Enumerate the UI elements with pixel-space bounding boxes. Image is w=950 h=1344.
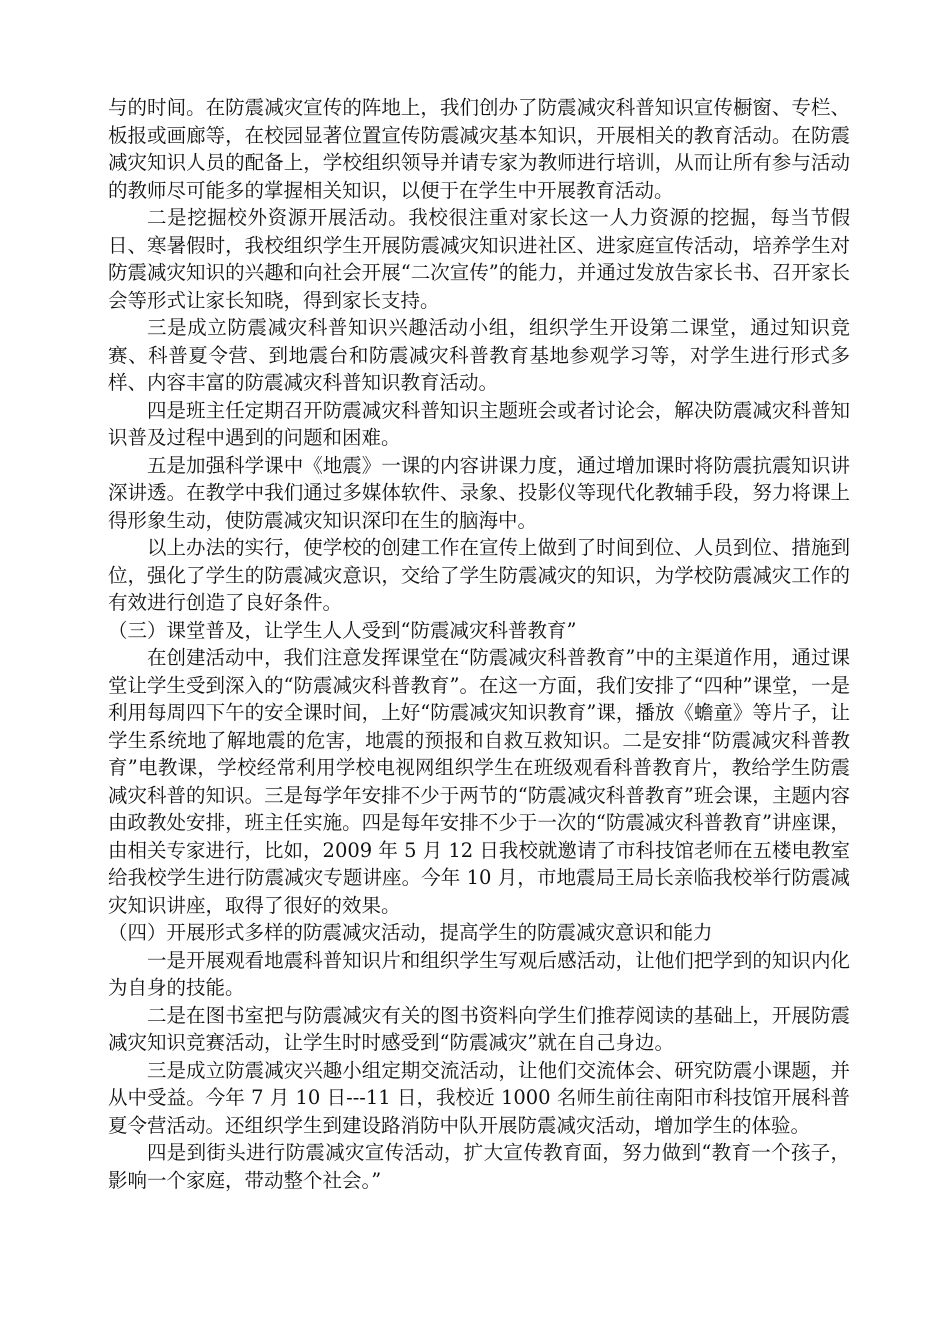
- paragraph-continuation: 与的时间。在防震减灾宣传的阵地上，我们创办了防震减灾科普知识宣传橱窗、专栏、板报或画廊等，在校园显著位置宣传防震减灾基本知识，开展相关的教育活动。在防震减灾知识人员的配备上，学校组织领导并请专家为教师进行培训，从而让所有参与活动的教师尽可能多的掌握相关知识，以便于在学生中开展教育活动。: [108, 96, 850, 202]
- paragraph-class-meeting: 四是班主任定期召开防震减灾科普知识主题班会或者讨论会，解决防震减灾科普知识普及过程中遇到的问题和困难。: [108, 398, 850, 449]
- section-heading-classroom: （三）课堂普及，让学生人人受到“防震减灾科普教育”: [108, 618, 577, 642]
- paragraph-science-class: 五是加强科学课中《地震》一课的内容讲课力度，通过增加课时将防震抗震知识讲深讲透。在教学中我们通过多媒体软件、录象、投影仪等现代化教辅手段，努力将课上得形象生动，使防震减灾知识深印在生的脑海中。: [108, 453, 850, 532]
- paragraph-outside-resources: 二是挖掘校外资源开展活动。我校很注重对家长这一人力资源的挖掘，每当节假日、寒暑假时，我校组织学生开展防震减灾知识进社区、进家庭宣传活动，培养学生对防震减灾知识的兴趣和向社会开展“二次宣传”的能力，并通过发放告家长书、召开家长会等形式让家长知晓，得到家长支持。: [108, 206, 850, 312]
- paragraph-interest-group: 三是成立防震减灾科普知识兴趣活动小组，组织学生开设第二课堂，通过知识竞赛、科普夏令营、到地震台和防震减灾科普教育基地参观学习等，对学生进行形式多样、内容丰富的防震减灾科普知识教育活动。: [108, 316, 850, 394]
- document-body: [108, 94, 850, 1194]
- paragraph-library: 二是在图书室把与防震减灾有关的图书资料向学生们推荐阅读的基础上，开展防震减灾知识竞赛活动，让学生时时感受到“防震减灾”就在自己身边。: [108, 1003, 850, 1054]
- paragraph-four-classes: 在创建活动中，我们注意发挥课堂在“防震减灾科普教育”中的主渠道作用，通过课堂让学生受到深入的“防震减灾科普教育”。在这一方面，我们安排了“四种”课堂，一是利用每周四下午的安全课时间，上好“防震减灾知识教育”课，播放《蟾童》等片子，让学生系统地了解地震的危害，地震的预报和自救互救知识。二是安排“防震减灾科普教育”电教课，学校经常利用学校电视网组织学生在班级观看科普教育片，教给学生防震减灾科普的知识。三是每学年安排不少于两节的“防震减灾科普教育”班会课，主题内容由政教处安排，班主任实施。四是每年安排不少于一次的“防震减灾科普教育”讲座课，由相关专家进行，比如，2009 年 5 月 12 日我校就邀请了市科技馆老师在五楼电教室给我校学生进行防震减灾专题讲座。今年 10 月，市地震局王局长亲临我校举行防震减灾知识讲座，取得了很好的效果。: [108, 646, 850, 917]
- paragraph-films: 一是开展观看地震科普知识片和组织学生写观后感活动，让他们把学到的知识内化为自身的技能。: [108, 948, 850, 999]
- paragraph-summary: 以上办法的实行，使学校的创建工作在宣传上做到了时间到位、人员到位、措施到位，强化了学生的防震减灾意识，交给了学生防震减灾的知识，为学校防震减灾工作的有效进行创造了良好条件。: [108, 536, 850, 614]
- paragraph-street-promotion: 四是到街头进行防震减灾宣传活动，扩大宣传教育面，努力做到“教育一个孩子，影响一个家庭，带动整个社会。”: [108, 1141, 850, 1192]
- paragraph-summer-camp: 三是成立防震减灾兴趣小组定期交流活动，让他们交流体会、研究防震小课题，并从中受益。今年 7 月 10 日---11 日，我校近 1000 名师生前往南阳市科技馆开展科普夏令营活动。还组织学生到建设路消防中队开展防震减灾活动，增加学生的体验。: [108, 1058, 850, 1137]
- section-heading-activities: （四）开展形式多样的防震减灾活动，提高学生的防震减灾意识和能力: [108, 921, 713, 944]
